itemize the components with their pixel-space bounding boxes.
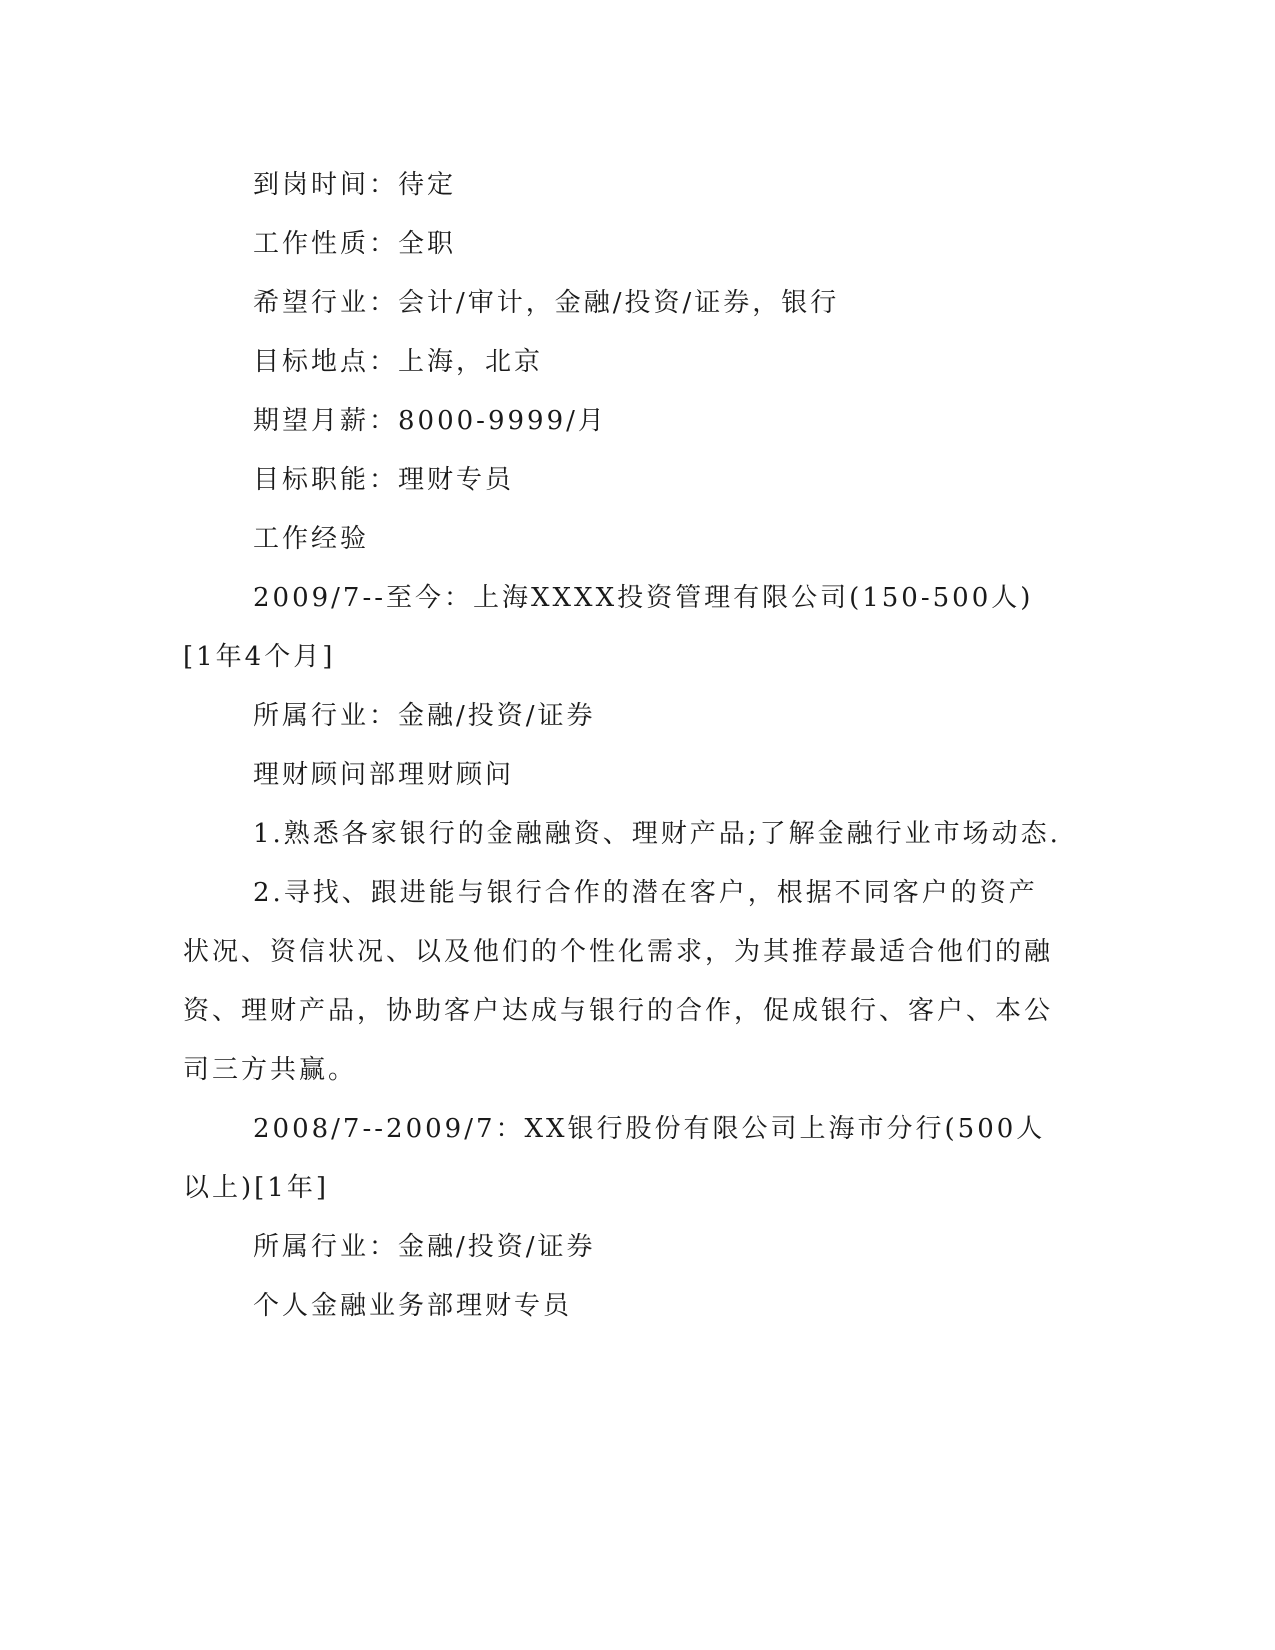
target-location-line: 目标地点：上海，北京	[253, 347, 544, 377]
job1-industry: 所属行业：金融/投资/证券	[253, 701, 596, 731]
arrival-time-line: 到岗时间：待定	[253, 170, 457, 200]
resume-body	[183, 156, 1063, 1336]
job2-industry: 所属行业：金融/投资/证券	[253, 1232, 596, 1262]
job1-title: 理财顾问部理财顾问	[253, 760, 515, 790]
job1-period: 2009/7--至今：上海XXXX投资管理有限公司(150-500人)[1年4个月]	[183, 583, 1034, 672]
desired-industry-line: 希望行业：会计/审计，金融/投资/证券，银行	[253, 288, 840, 318]
job2-title: 个人金融业务部理财专员	[253, 1291, 573, 1321]
work-experience-heading: 工作经验	[253, 524, 370, 554]
job1-duty-2: 2.寻找、跟进能与银行合作的潜在客户，根据不同客户的资产状况、资信状况、以及他们的个性化需求，为其推荐最适合他们的融资、理财产品，协助客户达成与银行的合作，促成银行、客户、本公司三方共赢。	[183, 878, 1054, 1085]
work-type-line: 工作性质：全职	[253, 229, 457, 259]
expected-salary-line: 期望月薪：8000-9999/月	[253, 406, 607, 436]
job1-duty-1: 1.熟悉各家银行的金融融资、理财产品;了解金融行业市场动态.	[253, 819, 1061, 849]
job2-period: 2008/7--2009/7：XX银行股份有限公司上海市分行(500人以上)[1年]	[183, 1114, 1046, 1203]
target-function-line: 目标职能：理财专员	[253, 465, 515, 495]
